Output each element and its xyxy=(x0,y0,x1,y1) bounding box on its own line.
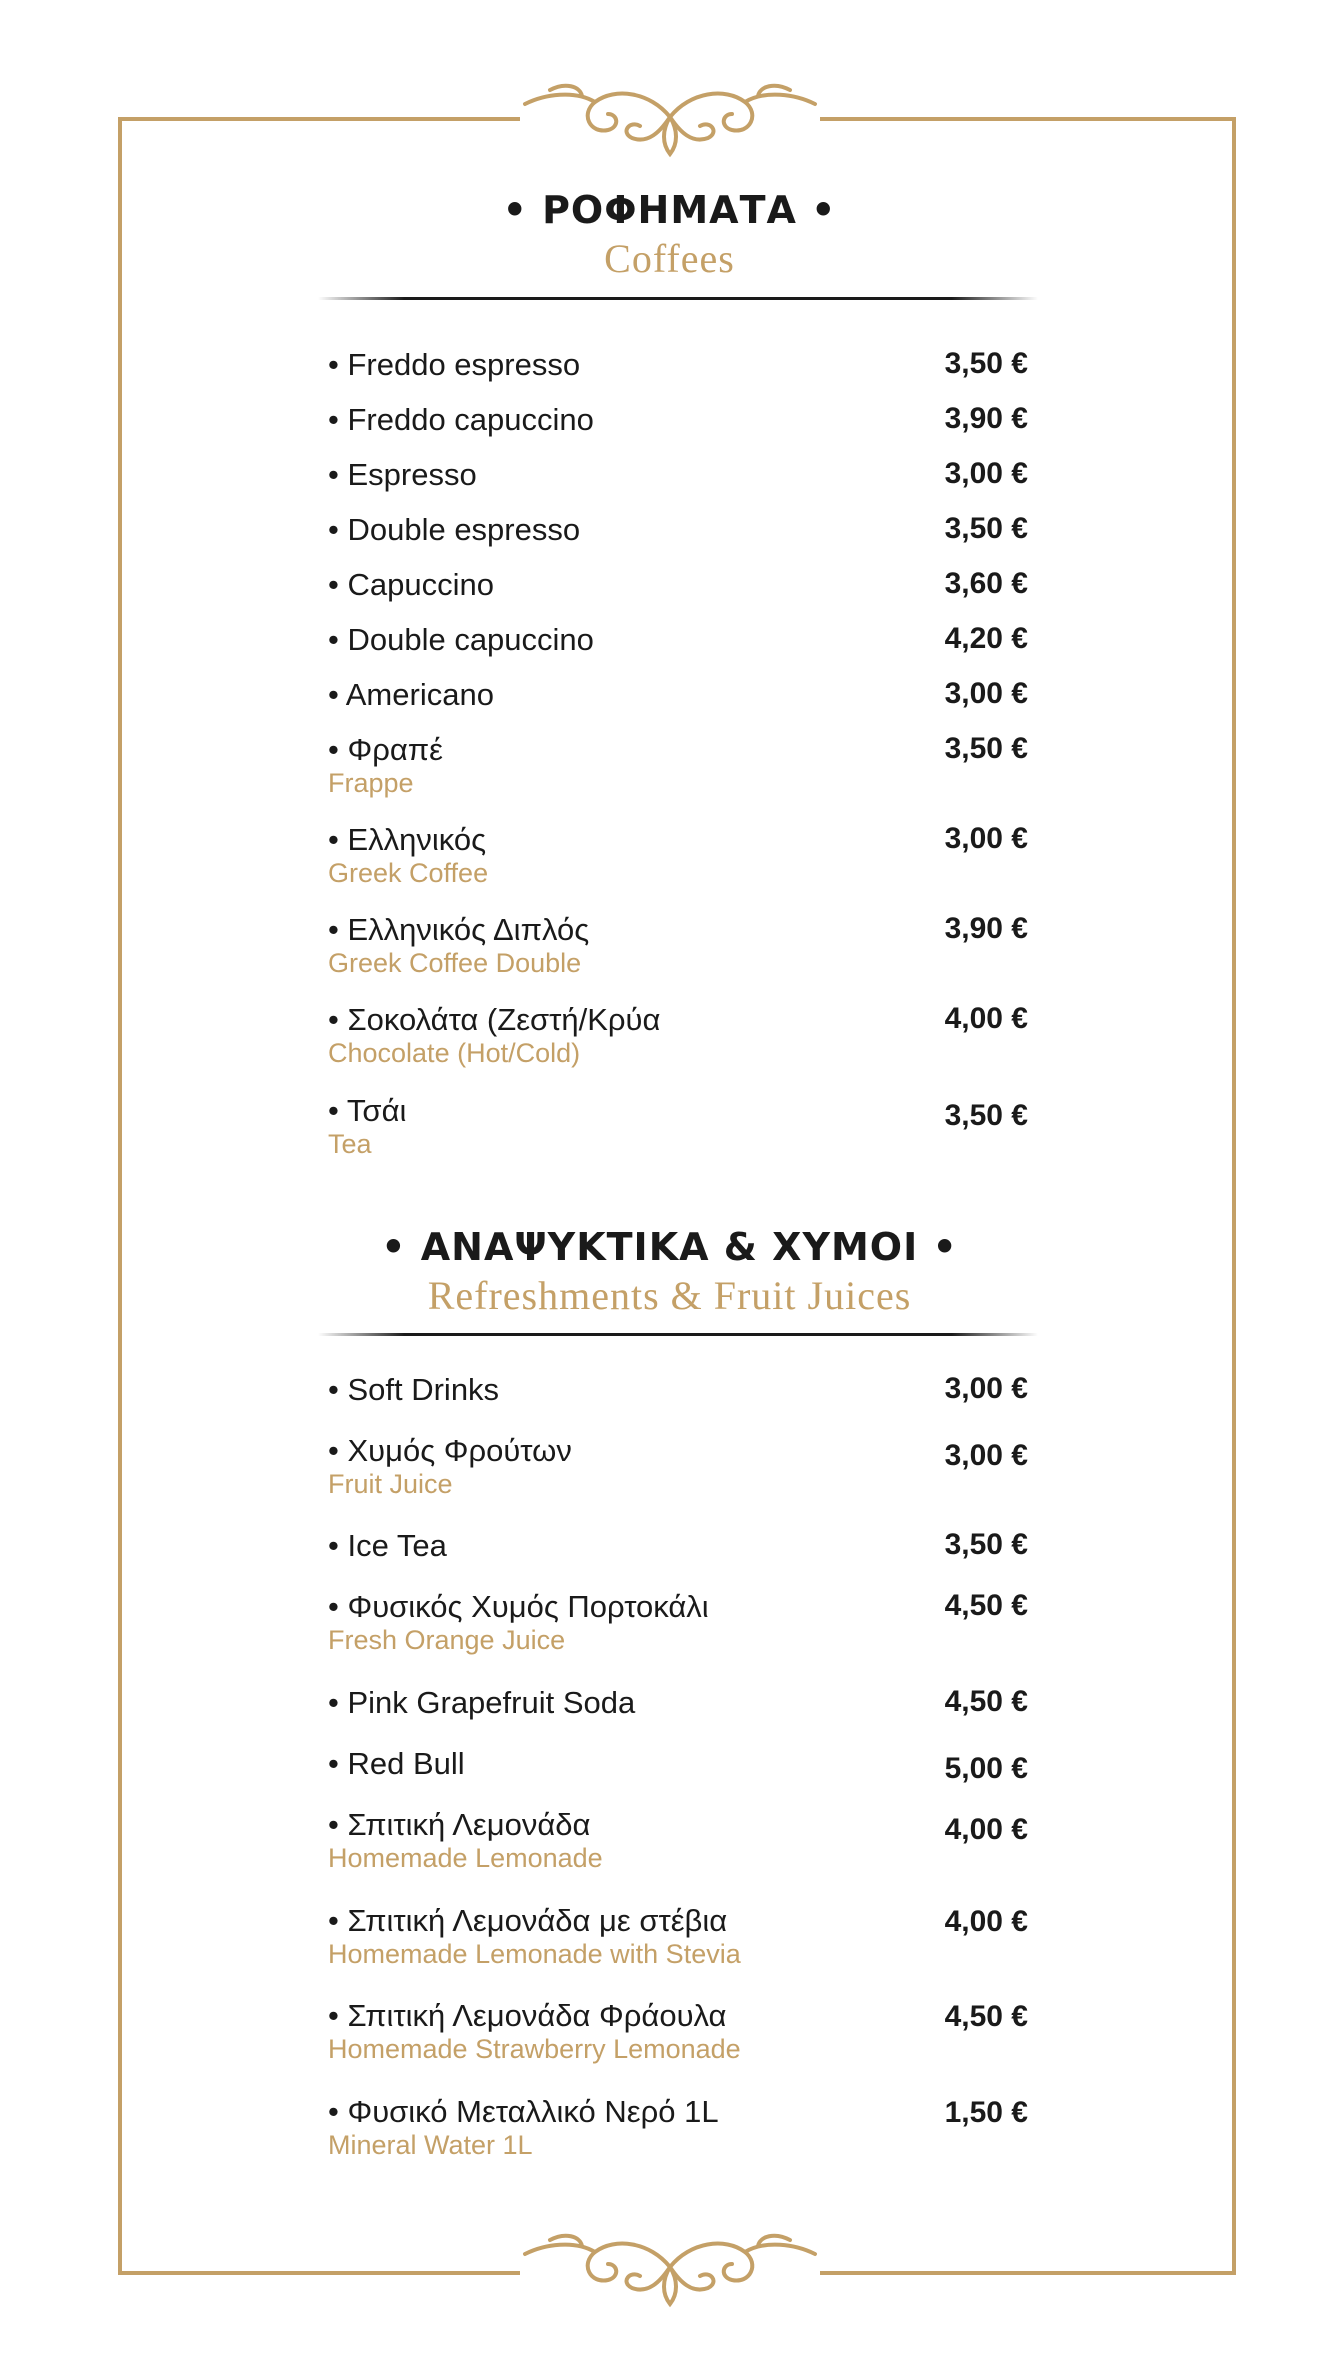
item-name: • Σπιτική Λεμονάδα xyxy=(328,1807,591,1842)
item-price: 4,00 € xyxy=(944,1002,1028,1035)
item-price: 5,00 € xyxy=(944,1752,1028,1785)
item-translation: Greek Coffee Double xyxy=(328,948,582,978)
section-title-refreshments: • ΑΝΑΨΥΚΤΙΚΑ & ΧΥΜΟΙ • xyxy=(381,1225,958,1269)
item-name: • Τσάι xyxy=(328,1093,407,1128)
item-name: • Φυσικό Μεταλλικό Νερό 1L xyxy=(328,2094,719,2129)
item-name: • Ελληνικός xyxy=(328,822,487,857)
item-price: 3,60 € xyxy=(944,567,1028,600)
item-price: 3,00 € xyxy=(944,677,1028,710)
item-name: • Red Bull xyxy=(328,1746,465,1781)
item-name: • Double espresso xyxy=(328,512,581,547)
item-price: 4,20 € xyxy=(944,622,1028,655)
item-price: 4,00 € xyxy=(944,1813,1028,1846)
section-title-coffees: • ΡΟΦΗΜΑΤΑ • xyxy=(502,188,837,232)
item-price: 3,50 € xyxy=(944,1099,1028,1132)
item-price: 3,00 € xyxy=(944,1372,1028,1405)
item-price: 4,50 € xyxy=(944,1685,1028,1718)
item-name: • Φραπέ xyxy=(328,732,443,767)
item-translation: Fresh Orange Juice xyxy=(328,1625,566,1655)
item-price: 3,00 € xyxy=(944,822,1028,855)
item-name: • Soft Drinks xyxy=(328,1372,500,1407)
item-translation: Greek Coffee xyxy=(328,858,489,888)
section-subtitle-refreshments: Refreshments & Fruit Juices xyxy=(427,1273,912,1318)
item-name: • Double capuccino xyxy=(328,622,594,657)
item-name: • Σοκολάτα (Ζεστή/Κρύα xyxy=(328,1002,661,1037)
item-name: • Pink Grapefruit Soda xyxy=(328,1685,636,1720)
item-price: 3,50 € xyxy=(944,347,1028,380)
item-price: 3,50 € xyxy=(944,732,1028,765)
item-name: • Σπιτική Λεμονάδα Φράουλα xyxy=(328,1998,727,2033)
section-divider xyxy=(318,1333,1038,1336)
item-translation: Homemade Strawberry Lemonade xyxy=(328,2034,741,2064)
bottom-ornament xyxy=(520,2222,820,2312)
item-name: • Espresso xyxy=(328,457,477,492)
item-name: • Capuccino xyxy=(328,567,494,602)
section-divider xyxy=(318,297,1038,300)
item-name: • Americano xyxy=(328,677,494,712)
item-price: 3,50 € xyxy=(944,512,1028,545)
item-price: 3,50 € xyxy=(944,1528,1028,1561)
item-price: 3,90 € xyxy=(944,912,1028,945)
item-name: • Freddo capuccino xyxy=(328,402,594,437)
item-translation: Frappe xyxy=(328,768,414,798)
item-name: • Ice Tea xyxy=(328,1528,447,1563)
item-name: • Χυμός Φρούτων xyxy=(328,1433,572,1468)
item-price: 4,00 € xyxy=(944,1905,1028,1938)
item-price: 3,00 € xyxy=(944,1439,1028,1472)
item-price: 1,50 € xyxy=(944,2096,1028,2129)
section-subtitle-coffees: Coffees xyxy=(604,236,735,281)
item-translation: Mineral Water 1L xyxy=(328,2130,533,2160)
item-price: 3,90 € xyxy=(944,402,1028,435)
item-translation: Homemade Lemonade with Stevia xyxy=(328,1939,741,1969)
item-price: 3,00 € xyxy=(944,457,1028,490)
item-translation: Chocolate (Hot/Cold) xyxy=(328,1038,581,1068)
item-price: 4,50 € xyxy=(944,2000,1028,2033)
item-price: 4,50 € xyxy=(944,1589,1028,1622)
flourish-ornament-icon xyxy=(520,2222,820,2312)
item-translation: Fruit Juice xyxy=(328,1469,453,1499)
item-translation: Homemade Lemonade xyxy=(328,1843,603,1873)
item-name: • Freddo espresso xyxy=(328,347,581,382)
top-ornament xyxy=(520,72,820,162)
item-name: • Φυσικός Χυμός Πορτοκάλι xyxy=(328,1589,709,1624)
flourish-ornament-icon xyxy=(520,72,820,162)
item-translation: Tea xyxy=(328,1129,372,1159)
item-name: • Σπιτική Λεμονάδα με στέβια xyxy=(328,1903,728,1938)
item-name: • Ελληνικός Διπλός xyxy=(328,912,590,947)
